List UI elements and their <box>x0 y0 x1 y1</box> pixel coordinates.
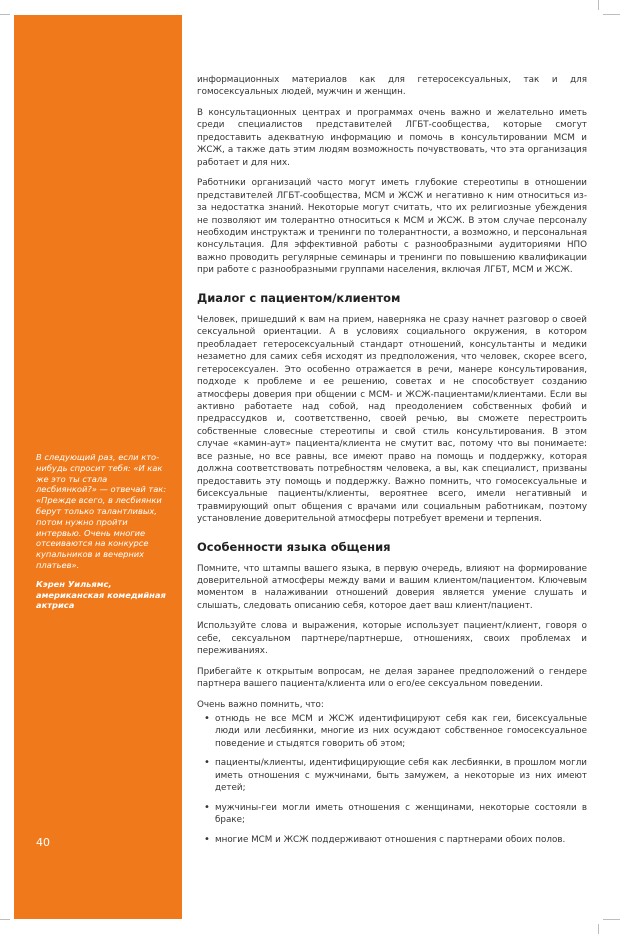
paragraph: Помните, что штампы вашего языка, в первую очередь, влияют на формирование доверительной атмосферы между вами и вашим клиентом/пациентом. Ключевым моментом в налаживании отношений доверия является умение слушать и слышать, следовать описанию себя, которое дает ваш клиент/пациент. <box>197 563 587 611</box>
paragraph: Очень важно помнить, что: <box>197 699 324 710</box>
paragraph: Человек, пришедший к вам на прием, наверняка не сразу начнет разговор о своей сексуальной ориентации. А в условиях социального окружения, в котором преобладает гетеросексуальный стандарт отношений, консультанты и медики незаметно для самих себя исходят из предположения, что человек, скорее всего, гетеросексуален. Это особенно отражается в речи, манере консультирования, подходе к проблеме и ее решению, советах и не способствует созданию атмосферы доверия при общении с МСМ- и ЖСЖ-пациентами/клиентами. Если вы активно работаете над собой, над преодолением собственных фобий и предрассудков и, соответственно, своей речью, вы сможете перестроить собственные словесные стереотипы и свой стиль консультирования. В этом случае «камин-аут» пациента/клиента не смутит вас, потому что вы понимаете: все разные, но все равны, все имеют право на помощь и поддержку, которая должна соответствовать потребностям человека, а вы, как специалист, призваны предоставить эту помощь и поддержку. Важно помнить, что гомосексуальные и бисексуальные пациенты/клиенты, вероятнее всего, имели негативный и травмирующий опыт общения с врачами или социальным работникам, поэтому установление доверительной атмосферы потребует времени и терпения. <box>197 314 587 525</box>
paragraph: Прибегайте к открытым вопросам, не делая заранее предположений о гендере партнера вашего пациента/клиента или о его/ее сексуальном поведении. <box>197 666 587 690</box>
paragraph: В консультационных центрах и программах очень важно и желательно иметь среди специалистов представителей ЛГБТ-сообщества, которые смогут предоставить адекватную информацию и помочь в консультировании МСМ и ЖСЖ, а также дать этим людям возможность почувствовать, что эта организация работает и для них. <box>197 107 587 168</box>
crop-mark-top-right <box>603 14 620 15</box>
crop-mark-top-right-vertical <box>598 0 599 10</box>
crop-mark-bottom-right <box>603 919 620 920</box>
list-item: • отнюдь не все МСМ и ЖСЖ идентифицируют себя как геи, бисексуальные люди или лесбиянки, многие из них осуждают собственное гомосексуальное поведение и стыдятся говорить об этом; <box>215 713 587 750</box>
list-item: • пациенты/клиенты, идентифицирующие себя как лесбиянки, в прошлом могли иметь отношения с мужчинами, быть замужем, а некоторые из них имеют детей; <box>215 757 587 794</box>
section-heading-language: Особенности языка общения <box>197 539 391 554</box>
crop-mark-bottom-right-vertical <box>598 924 599 934</box>
paragraph: информационных материалов как для гетеросексуальных, так и для гомосексуальных людей, мужчин и женщин. <box>197 75 587 98</box>
list-item: • многие МСМ и ЖСЖ поддерживают отношения с партнерами обоих полов. <box>215 834 587 846</box>
paragraph: Используйте слова и выражения, которые использует пациент/клиент, говоря о себе, сексуальном партнере/партнерше, отношениях, своих проблемах и переживаниях. <box>197 621 587 657</box>
crop-mark-bottom-left <box>0 919 10 920</box>
crop-mark-top-left <box>0 14 10 15</box>
page-number: 40 <box>36 836 50 849</box>
paragraph: Работники организаций часто могут иметь глубокие стереотипы в отношении представителей ЛГБТ-сообщества, МСМ и ЖСЖ и негативно к ним относиться из-за недостатка знаний. Некоторые могут считать, что их религиозные убеждения не позволяют им толерантно относиться к МСМ и ЖСЖ. В этом случае персоналу необходим инструктаж и тренинги по толерантности, а возможно, и персональная консультация. Для эффективной работы с разнообразными аудиториями НПО важно проводить регулярные семинары и тренинги по повышению квалификации при работе с разнообразными группами населения, включая ЛГБТ, МСМ и ЖСЖ. <box>197 178 587 276</box>
quote-author: Кэрен Уильямс, американская комедийная актриса <box>36 578 166 611</box>
bullet-list <box>197 713 587 846</box>
section-heading-dialog: Диалог с пациентом/клиентом <box>197 290 401 305</box>
sidebar-quote <box>36 452 168 611</box>
main-content <box>197 74 587 853</box>
list-item: • мужчины-геи могли иметь отношения с женщинами, некоторые состояли в браке; <box>215 802 587 827</box>
quote-text: В следующий раз, если кто-нибудь спросит тебя: «И как же это ты стала лесбиянкой?» — отвечай так: «Прежде всего, в лесбиянки берут только талантливых, потом нужно пройти интервью. Очень многие отсеиваются на конкурсе купальников и вечерних платьев». <box>36 452 167 570</box>
